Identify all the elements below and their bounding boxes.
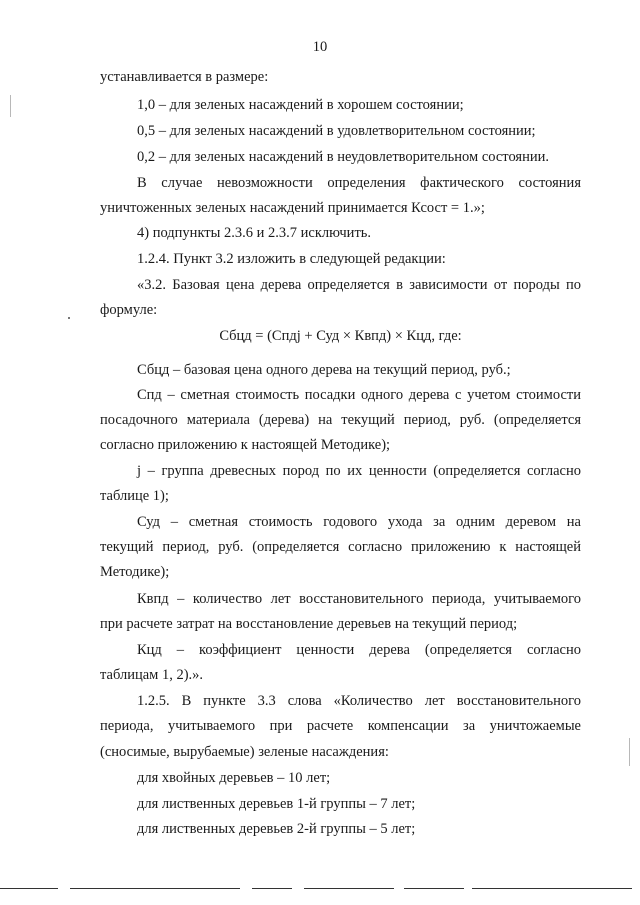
text-line: Кцд – коэффициент ценности дерева (определяется согласно: [137, 642, 581, 658]
text-line: периода, учитываемого при расчете компенсации за уничтожаемые: [100, 718, 581, 734]
text-line: согласно приложению к настоящей Методике);: [100, 437, 391, 453]
text-line: формуле:: [100, 302, 158, 318]
text-line: «3.2. Базовая цена дерева определяется в зависимости от породы по: [137, 277, 581, 293]
text-line: (сносимые, вырубаемые) зеленые насаждения:: [100, 744, 389, 760]
text-line: уничтоженных зеленых насаждений принимается Ксост = 1.»;: [100, 200, 485, 216]
text-line: для лиственных деревьев 2-й группы – 5 лет;: [137, 821, 416, 837]
text-line: 0,5 – для зеленых насаждений в удовлетворительном состоянии;: [137, 123, 536, 139]
text-line: текущий период, руб. (определяется согласно приложению к настоящей: [100, 539, 581, 555]
text-line: таблице 1);: [100, 488, 169, 504]
text-line: В случае невозможности определения фактического состояния: [137, 175, 581, 191]
text-line: 1.2.4. Пункт 3.2 изложить в следующей редакции:: [137, 251, 446, 267]
text-line: устанавливается в размере:: [100, 69, 269, 85]
text-line: 1.2.5. В пункте 3.3 слова «Количество лет восстановительного: [137, 693, 581, 709]
text-line: при расчете затрат на восстановление деревьев на текущий период;: [100, 616, 518, 632]
formula: Сбцд = (Спдj + Суд × Квпд) × Кцд, где:: [219, 328, 462, 344]
text-line: 0,2 – для зеленых насаждений в неудовлетворительном состоянии.: [137, 149, 549, 165]
text-line: для хвойных деревьев – 10 лет;: [137, 770, 331, 786]
text-line: посадочного материала (дерева) на текущий период, руб. (определяется: [100, 412, 581, 428]
footer-line: [0, 888, 58, 889]
text-line: 4) подпункты 2.3.6 и 2.3.7 исключить.: [137, 225, 372, 241]
scan-edge-mark: [10, 95, 11, 117]
text-line: таблицам 1, 2).».: [100, 667, 204, 683]
text-line: 1,0 – для зеленых насаждений в хорошем состоянии;: [137, 97, 464, 113]
text-line: для лиственных деревьев 1-й группы – 7 лет;: [137, 796, 416, 812]
footer-line: [472, 888, 632, 889]
text-line: Спд – сметная стоимость посадки одного дерева с учетом стоимости: [137, 387, 581, 403]
scan-edge-mark: [629, 738, 630, 766]
text-line: Суд – сметная стоимость годового ухода за одним деревом на: [137, 514, 581, 530]
footer-line: [70, 888, 240, 889]
text-line: Квпд – количество лет восстановительного периода, учитываемого: [137, 591, 581, 607]
footer-line: [304, 888, 394, 889]
footer-line: [252, 888, 292, 889]
page-number: 10: [312, 39, 328, 55]
text-line: j – группа древесных пород по их ценности (определяется согласно: [137, 463, 581, 479]
text-line: Методике);: [100, 564, 170, 580]
footer-line: [404, 888, 464, 889]
text-line: Сбцд – базовая цена одного дерева на текущий период, руб.;: [137, 362, 511, 378]
scan-edge-mark: [68, 317, 70, 319]
